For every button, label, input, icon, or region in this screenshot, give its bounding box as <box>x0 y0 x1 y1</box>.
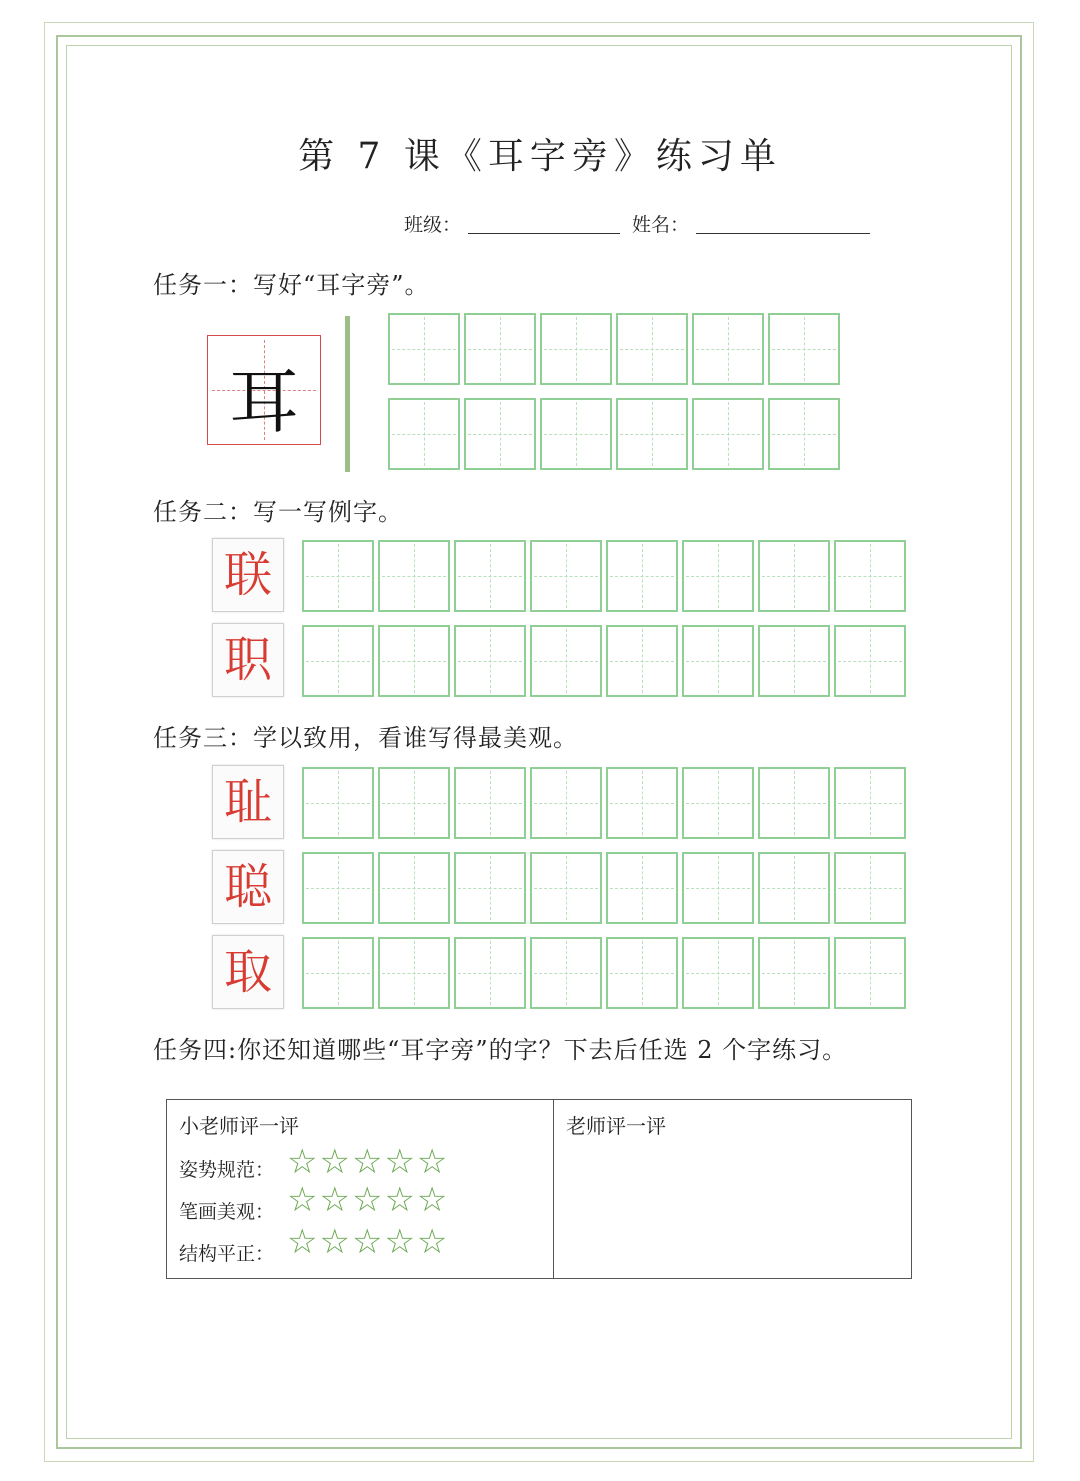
writing-cell[interactable] <box>682 852 754 924</box>
task-four-label: 任务四:你还知道哪些“耳字旁”的字？下去后任选 2 个字练习。 <box>153 1036 848 1064</box>
class-field[interactable] <box>468 233 620 234</box>
writing-cell[interactable] <box>692 313 764 385</box>
writing-cell[interactable] <box>834 540 906 612</box>
grid-row-example-1 <box>302 540 910 612</box>
writing-cell[interactable] <box>682 625 754 697</box>
writing-cell[interactable] <box>834 625 906 697</box>
writing-cell[interactable] <box>454 625 526 697</box>
page-title: 第 7 课《耳字旁》练习单 <box>298 136 782 177</box>
writing-cell[interactable] <box>606 540 678 612</box>
task-one-label: 任务一：写好“耳字旁”。 <box>153 271 430 299</box>
name-field[interactable] <box>696 233 870 234</box>
writing-cell[interactable] <box>606 937 678 1009</box>
writing-cell[interactable] <box>302 767 374 839</box>
writing-cell[interactable] <box>378 852 450 924</box>
evaluation-table <box>166 1099 912 1279</box>
writing-cell[interactable] <box>454 767 526 839</box>
writing-cell[interactable] <box>530 625 602 697</box>
writing-cell[interactable] <box>834 767 906 839</box>
writing-cell[interactable] <box>530 937 602 1009</box>
task-two-label: 任务二：写一写例字。 <box>153 498 403 526</box>
writing-cell[interactable] <box>464 313 536 385</box>
writing-cell[interactable] <box>378 937 450 1009</box>
writing-cell[interactable] <box>530 852 602 924</box>
writing-cell[interactable] <box>540 313 612 385</box>
model-character: 耳 <box>229 361 299 443</box>
grid-row-practice-1 <box>302 767 910 839</box>
writing-cell[interactable] <box>302 937 374 1009</box>
writing-cell[interactable] <box>682 767 754 839</box>
criterion-structure-label: 结构平正： <box>179 1243 275 1265</box>
star-rating-posture[interactable]: ☆☆☆☆☆ <box>287 1142 450 1182</box>
student-evaluation-panel <box>167 1100 554 1278</box>
practice-character-1: 耻 <box>212 765 284 839</box>
writing-cell[interactable] <box>758 937 830 1009</box>
writing-cell[interactable] <box>606 852 678 924</box>
grid-row-task1-b <box>388 398 844 470</box>
grid-row-practice-3 <box>302 937 910 1009</box>
writing-cell[interactable] <box>378 540 450 612</box>
teacher-evaluation-panel[interactable] <box>554 1100 911 1278</box>
student-evaluation-title: 小老师评一评 <box>179 1114 299 1138</box>
name-label: 姓名： <box>632 214 690 236</box>
writing-cell[interactable] <box>388 313 460 385</box>
writing-cell[interactable] <box>834 937 906 1009</box>
writing-cell[interactable] <box>768 313 840 385</box>
writing-cell[interactable] <box>388 398 460 470</box>
writing-cell[interactable] <box>454 937 526 1009</box>
writing-cell[interactable] <box>606 767 678 839</box>
writing-cell[interactable] <box>758 540 830 612</box>
criterion-posture-label: 姿势规范： <box>179 1159 275 1181</box>
practice-character-2: 聪 <box>212 850 284 924</box>
star-rating-structure[interactable]: ☆☆☆☆☆ <box>287 1222 450 1262</box>
writing-cell[interactable] <box>616 313 688 385</box>
writing-cell[interactable] <box>540 398 612 470</box>
example-character-1: 联 <box>212 538 284 612</box>
writing-cell[interactable] <box>758 767 830 839</box>
writing-cell[interactable] <box>758 852 830 924</box>
writing-cell[interactable] <box>454 540 526 612</box>
writing-cell[interactable] <box>378 625 450 697</box>
grid-row-practice-2 <box>302 852 910 924</box>
writing-cell[interactable] <box>768 398 840 470</box>
writing-cell[interactable] <box>758 625 830 697</box>
writing-cell[interactable] <box>616 398 688 470</box>
writing-cell[interactable] <box>302 540 374 612</box>
teacher-evaluation-title: 老师评一评 <box>566 1114 666 1138</box>
writing-cell[interactable] <box>302 852 374 924</box>
star-rating-strokes[interactable]: ☆☆☆☆☆ <box>287 1180 450 1220</box>
writing-cell[interactable] <box>530 540 602 612</box>
model-character-box <box>207 335 321 445</box>
divider-bar <box>345 316 350 472</box>
writing-cell[interactable] <box>606 625 678 697</box>
class-label: 班级： <box>404 214 462 236</box>
writing-cell[interactable] <box>682 937 754 1009</box>
practice-character-3: 取 <box>212 935 284 1009</box>
task-three-label: 任务三：学以致用，看谁写得最美观。 <box>153 724 578 752</box>
writing-cell[interactable] <box>682 540 754 612</box>
writing-cell[interactable] <box>692 398 764 470</box>
grid-row-example-2 <box>302 625 910 697</box>
example-character-2: 职 <box>212 623 284 697</box>
writing-cell[interactable] <box>464 398 536 470</box>
criterion-strokes-label: 笔画美观： <box>179 1201 275 1223</box>
writing-cell[interactable] <box>530 767 602 839</box>
writing-cell[interactable] <box>378 767 450 839</box>
grid-row-task1-a <box>388 313 844 385</box>
writing-cell[interactable] <box>454 852 526 924</box>
writing-cell[interactable] <box>302 625 374 697</box>
writing-cell[interactable] <box>834 852 906 924</box>
